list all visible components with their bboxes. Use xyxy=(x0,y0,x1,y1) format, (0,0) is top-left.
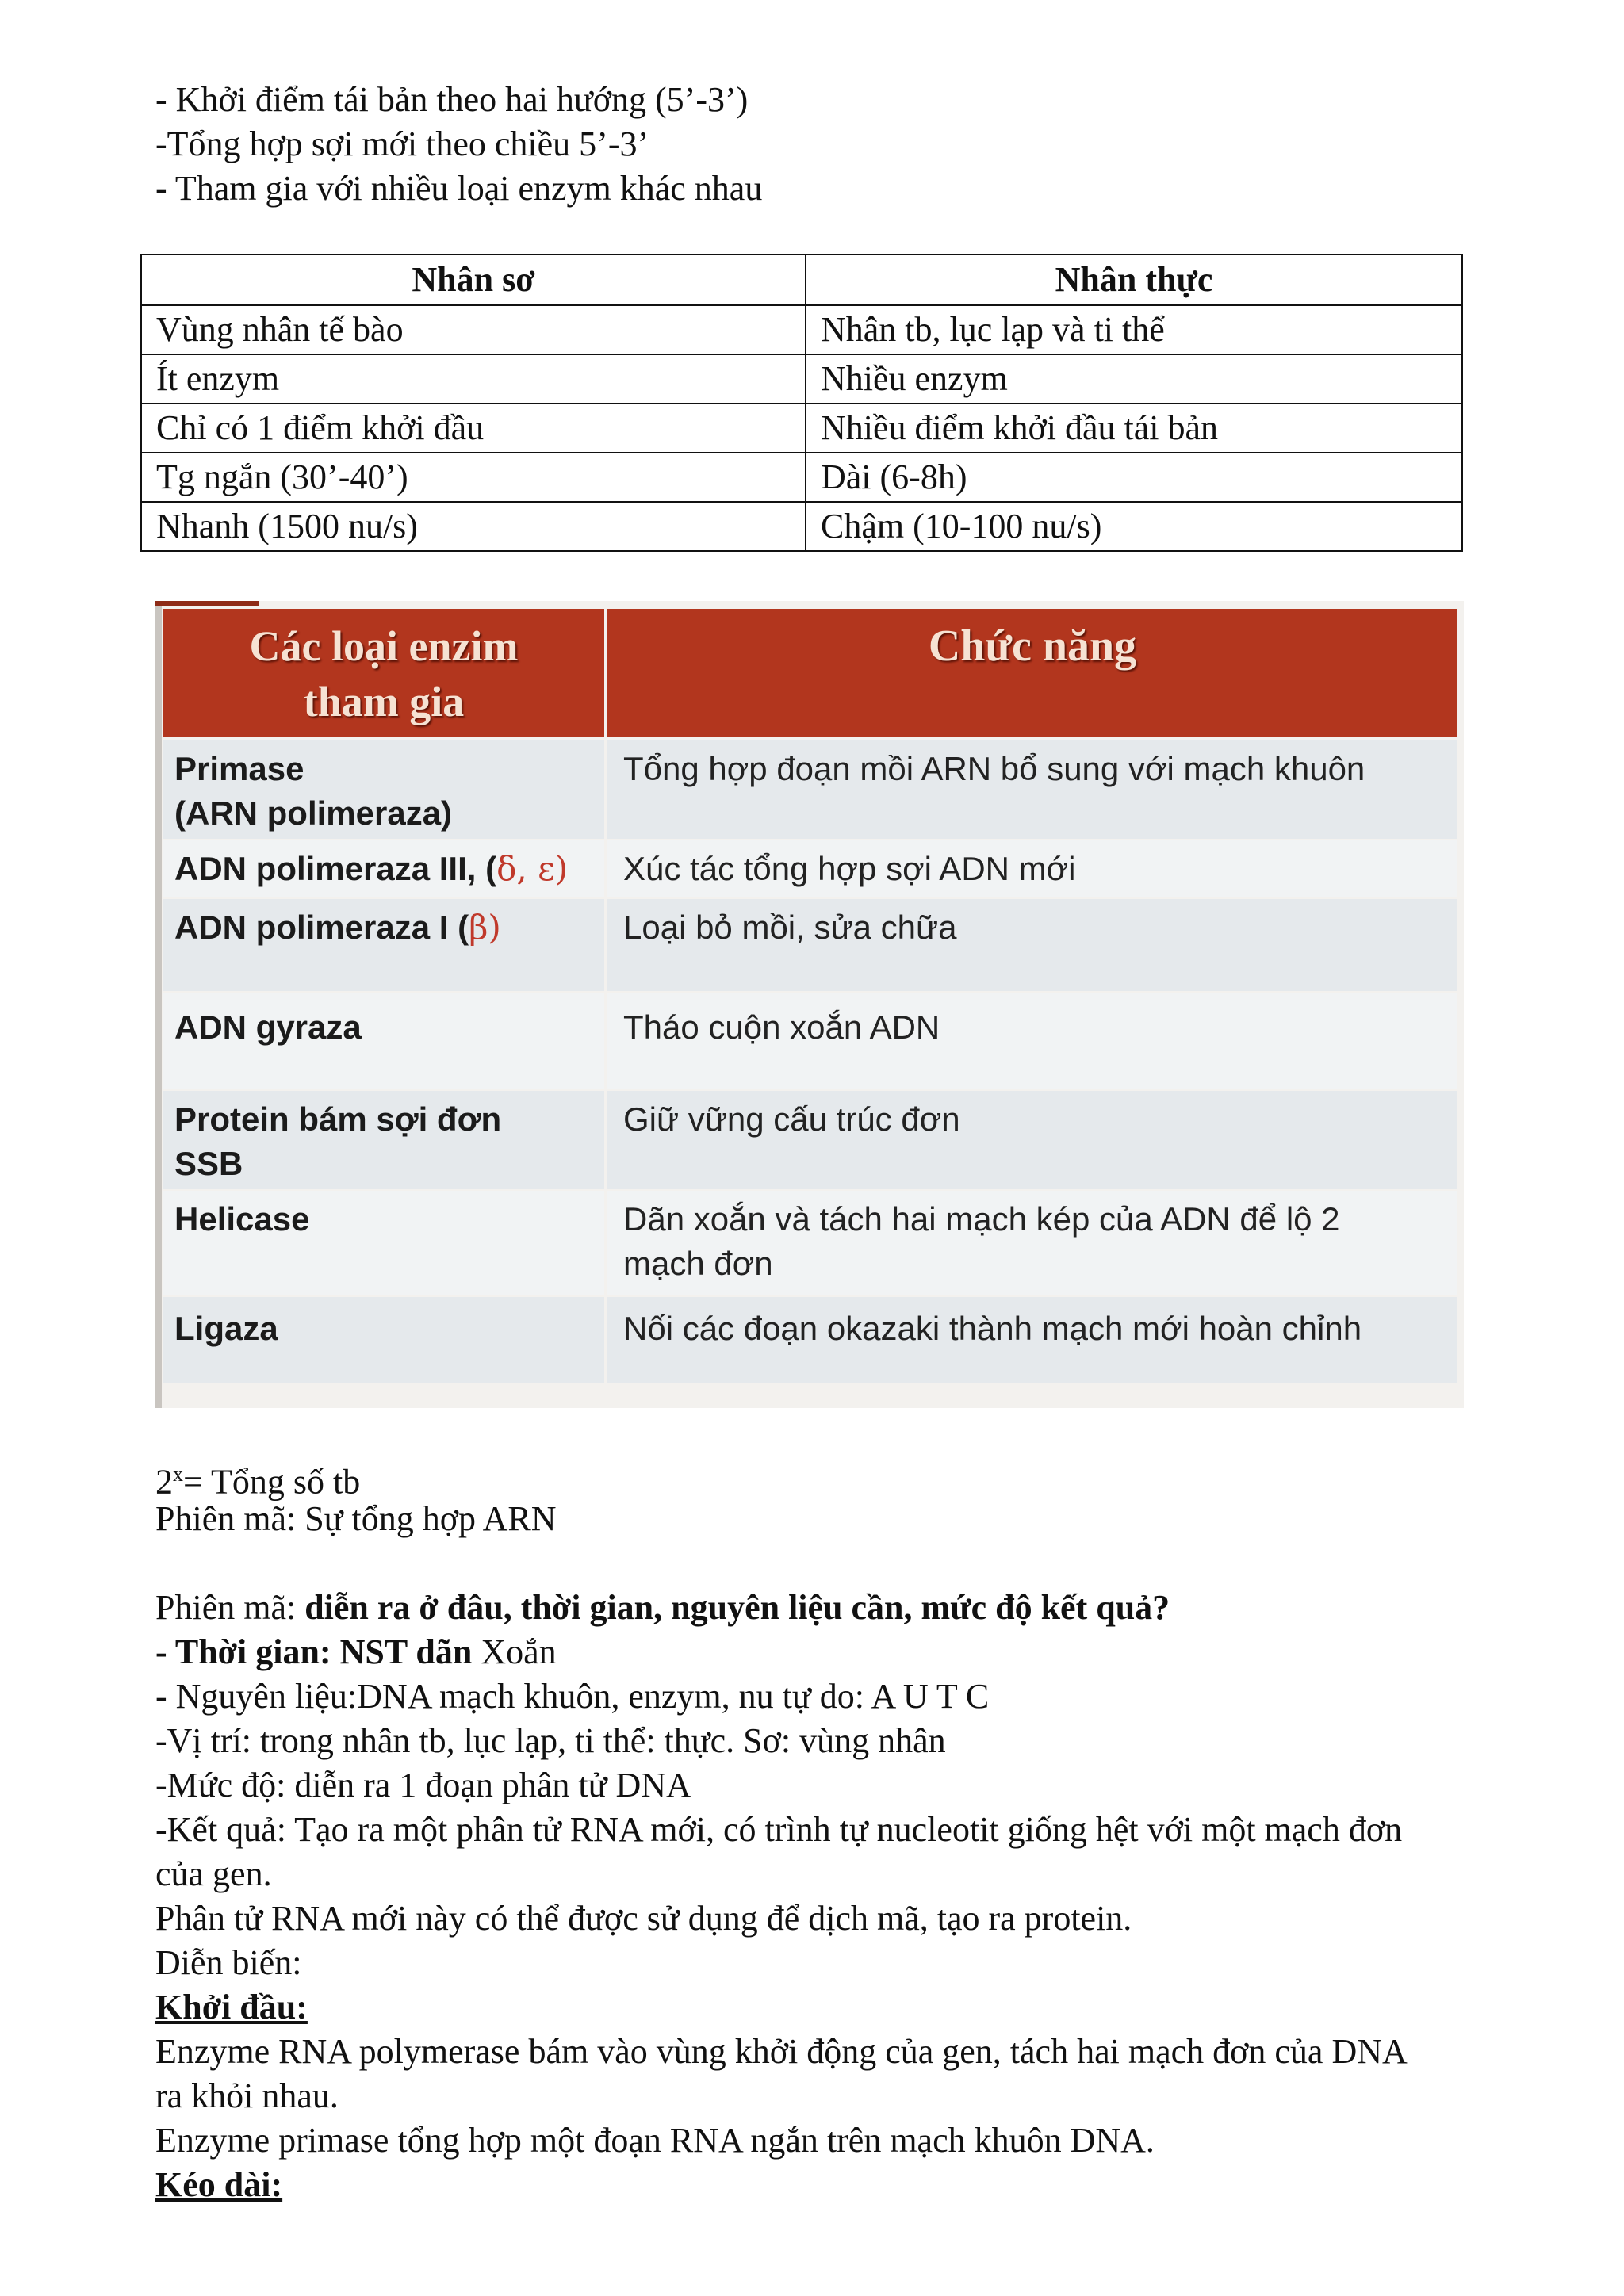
enzyme-name-sub: (ARN polimeraza) xyxy=(174,794,453,832)
header-enzymes: Các loại enzim tham gia xyxy=(249,622,519,725)
table-cell: Dài (6-8h) xyxy=(806,453,1462,502)
enzyme-function: Giữ vững cấu trúc đơn xyxy=(623,1100,960,1138)
header-eukaryote: Nhân thực xyxy=(806,254,1462,305)
enzyme-function: Tổng hợp đoạn mồi ARN bổ sung với mạch khuôn xyxy=(623,750,1365,787)
enzyme-row: ADN polimeraza I (β) Loại bỏ mồi, sửa chữa xyxy=(163,899,1457,991)
enzyme-table-header xyxy=(163,609,1457,737)
enzyme-row xyxy=(163,1191,1457,1295)
body-line: Phiên mã: diễn ra ở đâu, thời gian, nguyên liệu cần, mức độ kết quả? xyxy=(155,1588,1170,1627)
enzyme-row: ADN polimeraza III, (δ, ε) Xúc tác tổng hợp sợi ADN mới xyxy=(163,840,1457,897)
table-cell: Chỉ có 1 điểm khởi đầu xyxy=(141,404,806,453)
section-heading: Kéo dài: xyxy=(155,2165,283,2204)
body-line: -Mức độ: diễn ra 1 đoạn phân tử DNA xyxy=(155,1766,691,1804)
enzyme-function-cont: mạch đơn xyxy=(623,1245,773,1282)
enzyme-table-image xyxy=(155,601,1464,1408)
enzyme-name: ADN polimeraza I ( xyxy=(174,909,469,946)
enzyme-row xyxy=(163,993,1457,1089)
body-line: Phân tử RNA mới này có thể được sử dụng để dịch mã, tạo ra protein. xyxy=(155,1899,1132,1938)
intro-line-1: - Khởi điểm tái bản theo hai hướng (5’-3’) xyxy=(155,80,749,119)
body-line: Enzyme RNA polymerase bám vào vùng khởi động của gen, tách hai mạch đơn của DNA xyxy=(155,2032,1408,2071)
body-line: Phiên mã: Sự tổng hợp ARN xyxy=(155,1499,557,1538)
header-prokaryote: Nhân sơ xyxy=(141,254,806,305)
body-line: Diễn biến: xyxy=(155,1943,302,1982)
intro-line-3: - Tham gia với nhiều loại enzym khác nhau xyxy=(155,169,763,208)
comparison-table xyxy=(140,254,1463,552)
enzyme-function: Tháo cuộn xoắn ADN xyxy=(623,1008,940,1046)
enzyme-name: Primase xyxy=(174,750,304,787)
body-line: -Kết quả: Tạo ra một phân tử RNA mới, có trình tự nucleotit giống hệt với một mạch đơn xyxy=(155,1810,1403,1849)
enzyme-function: Dãn xoắn và tách hai mạch kép của ADN để lộ 2 xyxy=(623,1200,1340,1238)
table-header-row xyxy=(141,254,1462,305)
enzyme-name: ADN polimeraza III, ( xyxy=(174,850,497,887)
table-row xyxy=(141,404,1462,453)
enzyme-row xyxy=(163,740,1457,839)
enzyme-function: Nối các đoạn okazaki thành mạch mới hoàn chỉnh xyxy=(623,1310,1362,1347)
enzyme-name: Helicase xyxy=(174,1200,310,1238)
body-line: ra khỏi nhau. xyxy=(155,2076,339,2115)
table-cell: Vùng nhân tế bào xyxy=(141,305,806,354)
enzyme-function: Loại bỏ mồi, sửa chữa xyxy=(623,909,957,946)
table-cell: Nhanh (1500 nu/s) xyxy=(141,502,806,551)
intro-line-2: -Tổng hợp sợi mới theo chiều 5’-3’ xyxy=(155,124,649,163)
enzyme-name: ADN gyraza xyxy=(174,1008,362,1046)
enzyme-name: Protein bám sợi đơn xyxy=(174,1100,502,1138)
enzyme-name-sub: SSB xyxy=(174,1145,243,1182)
enzyme-name: Ligaza xyxy=(174,1310,278,1347)
table-cell: Tg ngắn (30’-40’) xyxy=(141,453,806,502)
enzyme-function: Xúc tác tổng hợp sợi ADN mới xyxy=(623,850,1076,887)
table-row xyxy=(141,453,1462,502)
body-line: của gen. xyxy=(155,1854,272,1893)
body-line: -Vị trí: trong nhân tb, lục lạp, ti thể: thực. Sơ: vùng nhân xyxy=(155,1721,946,1760)
header-function: Chức năng xyxy=(928,622,1137,671)
table-cell: Ít enzym xyxy=(141,354,806,404)
body-line: - Thời gian: NST dãn Xoắn xyxy=(155,1632,557,1671)
body-line: Enzyme primase tổng hợp một đoạn RNA ngắn trên mạch khuôn DNA. xyxy=(155,2121,1155,2160)
section-heading: Khởi đầu: xyxy=(155,1988,308,2026)
table-row xyxy=(141,354,1462,404)
table-row xyxy=(141,305,1462,354)
enzyme-row xyxy=(163,1091,1457,1189)
table-cell: Nhiều điểm khởi đầu tái bản xyxy=(806,404,1462,453)
table-cell: Chậm (10-100 nu/s) xyxy=(806,502,1462,551)
enzyme-greek-symbol: δ, ε xyxy=(496,849,555,888)
table-cell: Nhân tb, lục lạp và ti thể xyxy=(806,305,1462,354)
formula-line: $2^x=$ Tổng số tb xyxy=(155,1462,361,1502)
table-row xyxy=(141,502,1462,551)
body-line: - Nguyên liệu:DNA mạch khuôn, enzym, nu tự do: A U T C xyxy=(155,1677,990,1716)
table-cell: Nhiều enzym xyxy=(806,354,1462,404)
enzyme-greek-symbol: β xyxy=(469,908,488,947)
enzyme-row xyxy=(163,1297,1457,1383)
